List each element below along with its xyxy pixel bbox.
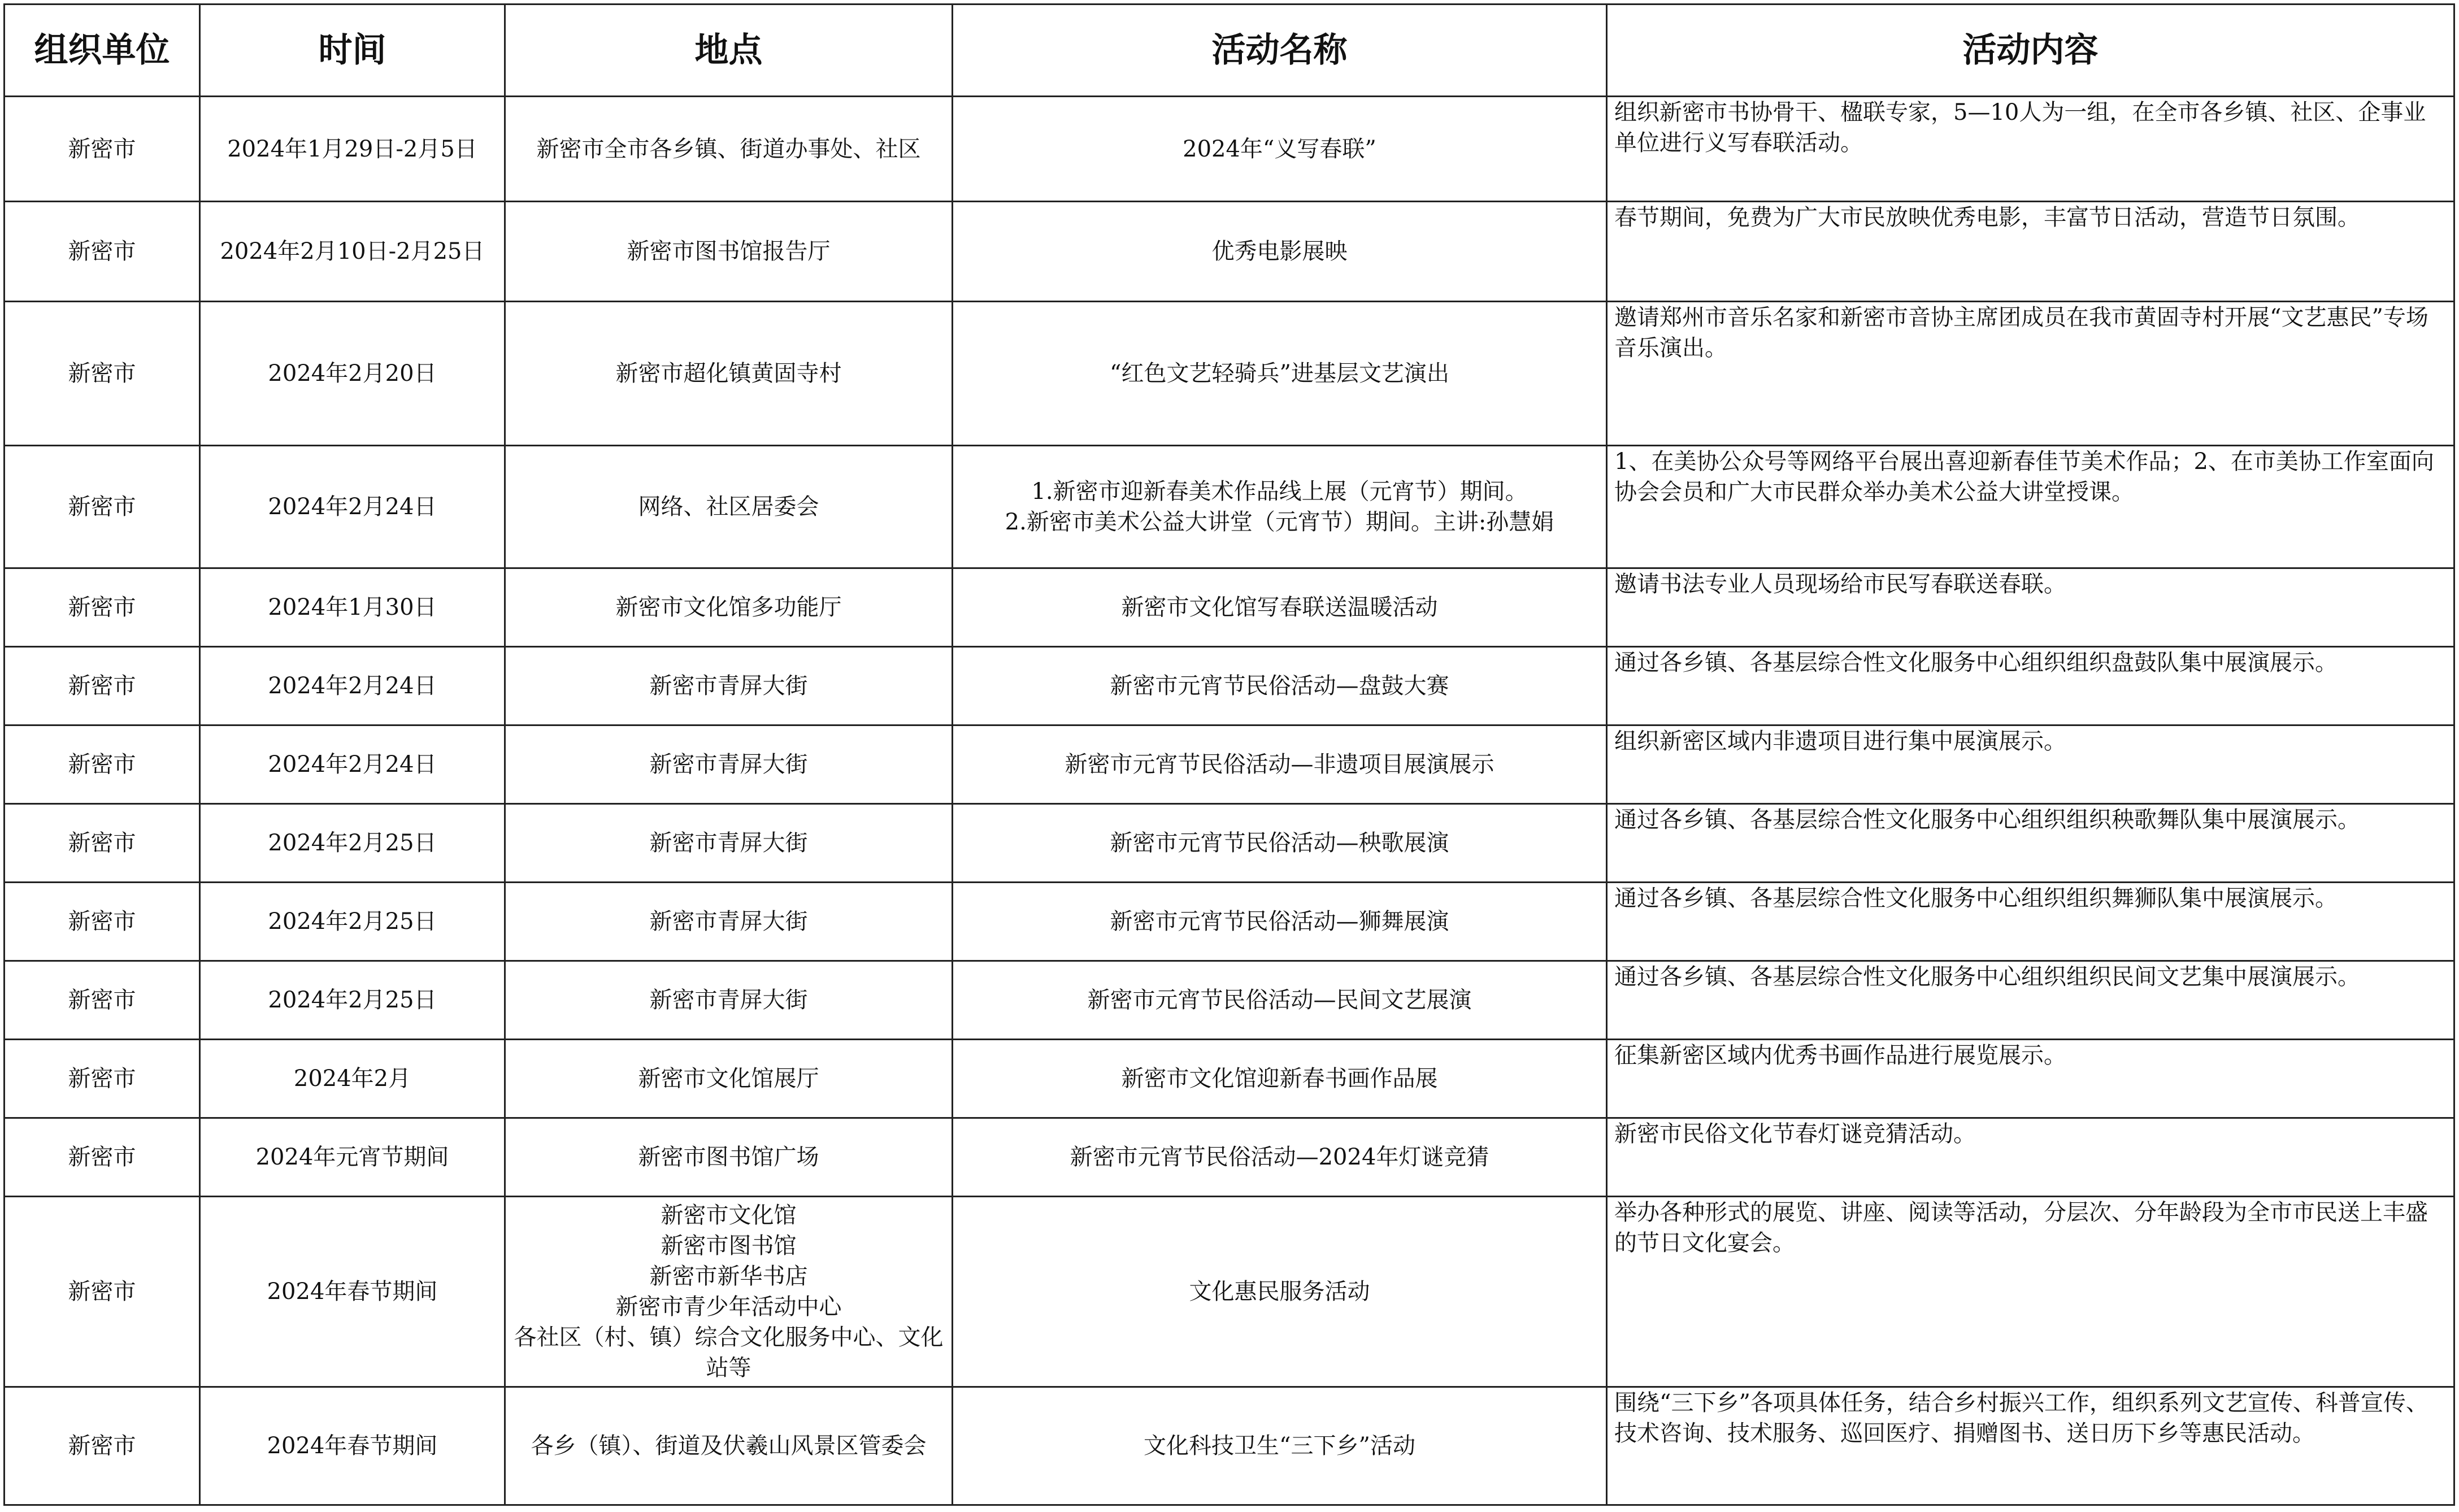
place-cell-line: 新密市文化馆展厅 xyxy=(638,1066,819,1092)
place-cell-line: 各乡（镇）、街道及伏羲山风景区管委会 xyxy=(531,1433,927,1459)
header-activity-name: 活动名称 xyxy=(953,5,1607,97)
activity-name-cell-line: 新密市元宵节民俗活动—秧歌展演 xyxy=(1110,830,1449,856)
activity-name-cell xyxy=(953,647,1607,725)
activity-content-cell: 春节期间，免费为广大市民放映优秀电影，丰富节日活动，营造节日氛围。 xyxy=(1607,202,2454,302)
place-cell-line: 各社区（村、镇）综合文化服务中心、文化站等 xyxy=(514,1324,944,1381)
org-cell: 新密市 xyxy=(5,725,200,804)
time-cell: 2024年2月25日 xyxy=(200,804,505,883)
time-cell: 2024年春节期间 xyxy=(200,1197,505,1387)
activity-name-cell xyxy=(953,804,1607,883)
place-cell-line: 网络、社区居委会 xyxy=(638,494,819,520)
time-cell: 2024年1月30日 xyxy=(200,568,505,647)
place-cell xyxy=(505,1387,953,1505)
org-cell: 新密市 xyxy=(5,302,200,446)
table-row xyxy=(5,647,2454,725)
place-cell-line: 新密市青少年活动中心 xyxy=(615,1294,842,1320)
activity-name-cell xyxy=(953,568,1607,647)
activity-name-cell-line: 新密市文化馆写春联送温暖活动 xyxy=(1121,594,1438,620)
activity-content-cell: 组织新密市书协骨干、楹联专家，5—10人为一组，在全市各乡镇、社区、企事业单位进行义写春联活动。 xyxy=(1607,97,2454,202)
activity-name-cell xyxy=(953,961,1607,1040)
activity-name-cell-line: 新密市元宵节民俗活动—盘鼓大赛 xyxy=(1110,673,1449,699)
place-cell xyxy=(505,302,953,446)
activity-name-cell xyxy=(953,302,1607,446)
activity-name-cell-line: 新密市元宵节民俗活动—非遗项目展演展示 xyxy=(1065,751,1494,777)
table-row xyxy=(5,202,2454,302)
table-row xyxy=(5,302,2454,446)
place-cell xyxy=(505,883,953,961)
time-cell: 2024年元宵节期间 xyxy=(200,1118,505,1197)
header-place: 地点 xyxy=(505,5,953,97)
activity-name-cell-line: 文化惠民服务活动 xyxy=(1189,1279,1370,1305)
activity-name-cell xyxy=(953,446,1607,568)
org-cell: 新密市 xyxy=(5,446,200,568)
time-cell: 2024年2月25日 xyxy=(200,883,505,961)
table-row xyxy=(5,1387,2454,1505)
place-cell-line: 新密市青屏大街 xyxy=(649,987,808,1013)
activity-name-cell-line: 新密市元宵节民俗活动—2024年灯谜竞猜 xyxy=(1070,1144,1489,1170)
place-cell xyxy=(505,725,953,804)
activity-content-cell: 通过各乡镇、各基层综合性文化服务中心组织组织盘鼓队集中展演展示。 xyxy=(1607,647,2454,725)
activity-name-cell xyxy=(953,1118,1607,1197)
org-cell: 新密市 xyxy=(5,97,200,202)
activity-name-cell xyxy=(953,1040,1607,1118)
activity-name-cell xyxy=(953,883,1607,961)
activity-content-cell: 新密市民俗文化节春灯谜竞猜活动。 xyxy=(1607,1118,2454,1197)
org-cell: 新密市 xyxy=(5,1040,200,1118)
place-cell xyxy=(505,1118,953,1197)
org-cell: 新密市 xyxy=(5,804,200,883)
activity-name-cell-line: 优秀电影展映 xyxy=(1211,238,1348,264)
activity-content-cell: 通过各乡镇、各基层综合性文化服务中心组织组织舞狮队集中展演展示。 xyxy=(1607,883,2454,961)
org-cell: 新密市 xyxy=(5,1387,200,1505)
header-time: 时间 xyxy=(200,5,505,97)
activity-name-cell-line: 新密市元宵节民俗活动—狮舞展演 xyxy=(1110,909,1449,935)
time-cell: 2024年2月 xyxy=(200,1040,505,1118)
header-activity-content: 活动内容 xyxy=(1607,5,2454,97)
place-cell xyxy=(505,804,953,883)
place-cell-line: 新密市图书馆 xyxy=(661,1233,797,1259)
place-cell xyxy=(505,97,953,202)
activity-name-cell-line: 2024年“义写春联” xyxy=(1183,136,1376,162)
time-cell: 2024年2月24日 xyxy=(200,446,505,568)
activity-content-cell: 征集新密区域内优秀书画作品进行展览展示。 xyxy=(1607,1040,2454,1118)
table-row xyxy=(5,97,2454,202)
activity-content-cell: 组织新密区域内非遗项目进行集中展演展示。 xyxy=(1607,725,2454,804)
table-row xyxy=(5,725,2454,804)
table-row xyxy=(5,1197,2454,1387)
activity-content-cell: 举办各种形式的展览、讲座、阅读等活动，分层次、分年龄段为全市市民送上丰盛的节日文化宴会。 xyxy=(1607,1197,2454,1387)
activity-content-cell: 邀请郑州市音乐名家和新密市音协主席团成员在我市黄固寺村开展“文艺惠民”专场音乐演出。 xyxy=(1607,302,2454,446)
table-row xyxy=(5,1040,2454,1118)
place-cell xyxy=(505,1040,953,1118)
org-cell: 新密市 xyxy=(5,568,200,647)
header-org: 组织单位 xyxy=(5,5,200,97)
place-cell xyxy=(505,446,953,568)
table-row xyxy=(5,883,2454,961)
activity-name-cell xyxy=(953,1197,1607,1387)
place-cell xyxy=(505,961,953,1040)
place-cell-line: 新密市图书馆报告厅 xyxy=(627,238,831,264)
time-cell: 2024年春节期间 xyxy=(200,1387,505,1505)
org-cell: 新密市 xyxy=(5,883,200,961)
time-cell: 2024年2月10日-2月25日 xyxy=(200,202,505,302)
org-cell: 新密市 xyxy=(5,647,200,725)
table-row xyxy=(5,446,2454,568)
table-row xyxy=(5,568,2454,647)
activity-name-cell-line: 2.新密市美术公益大讲堂（元宵节）期间。主讲:孙慧娟 xyxy=(1005,509,1554,535)
place-cell-line: 新密市青屏大街 xyxy=(649,751,808,777)
activity-name-cell xyxy=(953,725,1607,804)
org-cell: 新密市 xyxy=(5,202,200,302)
place-cell-line: 新密市超化镇黄固寺村 xyxy=(615,360,842,386)
activity-table xyxy=(3,3,2455,1506)
activity-name-cell-line: 新密市元宵节民俗活动—民间文艺展演 xyxy=(1087,987,1472,1013)
table-row xyxy=(5,961,2454,1040)
activity-name-cell-line: 新密市文化馆迎新春书画作品展 xyxy=(1121,1066,1438,1092)
time-cell: 2024年2月25日 xyxy=(200,961,505,1040)
org-cell: 新密市 xyxy=(5,1197,200,1387)
activity-name-cell-line: 文化科技卫生“三下乡”活动 xyxy=(1144,1433,1415,1459)
time-cell: 2024年2月24日 xyxy=(200,725,505,804)
place-cell xyxy=(505,1197,953,1387)
activity-content-cell: 1、在美协公众号等网络平台展出喜迎新春佳节美术作品；2、在市美协工作室面向协会会员和广大市民群众举办美术公益大讲堂授课。 xyxy=(1607,446,2454,568)
place-cell-line: 新密市全市各乡镇、街道办事处、社区 xyxy=(536,136,921,162)
place-cell xyxy=(505,568,953,647)
activity-name-cell xyxy=(953,1387,1607,1505)
place-cell-line: 新密市文化馆多功能厅 xyxy=(615,594,842,620)
place-cell xyxy=(505,647,953,725)
place-cell-line: 新密市文化馆 xyxy=(661,1202,797,1228)
time-cell: 2024年1月29日-2月5日 xyxy=(200,97,505,202)
activity-content-cell: 通过各乡镇、各基层综合性文化服务中心组织组织民间文艺集中展演展示。 xyxy=(1607,961,2454,1040)
activity-name-cell xyxy=(953,97,1607,202)
place-cell-line: 新密市图书馆广场 xyxy=(638,1144,819,1170)
org-cell: 新密市 xyxy=(5,1118,200,1197)
table-row xyxy=(5,1118,2454,1197)
place-cell-line: 新密市青屏大街 xyxy=(649,909,808,935)
activity-content-cell: 通过各乡镇、各基层综合性文化服务中心组织组织秧歌舞队集中展演展示。 xyxy=(1607,804,2454,883)
activity-content-cell: 围绕“三下乡”各项具体任务，结合乡村振兴工作，组织系列文艺宣传、科普宣传、技术咨询、技术服务、巡回医疗、捐赠图书、送日历下乡等惠民活动。 xyxy=(1607,1387,2454,1505)
place-cell xyxy=(505,202,953,302)
time-cell: 2024年2月20日 xyxy=(200,302,505,446)
org-cell: 新密市 xyxy=(5,961,200,1040)
activity-name-cell-line: “红色文艺轻骑兵”进基层文艺演出 xyxy=(1110,360,1449,386)
time-cell: 2024年2月24日 xyxy=(200,647,505,725)
activity-name-cell-line: 1.新密市迎新春美术作品线上展（元宵节）期间。 xyxy=(1031,479,1528,505)
place-cell-line: 新密市新华书店 xyxy=(649,1263,808,1289)
place-cell-line: 新密市青屏大街 xyxy=(649,830,808,856)
header-row xyxy=(5,5,2454,97)
place-cell-line: 新密市青屏大街 xyxy=(649,673,808,699)
activity-content-cell: 邀请书法专业人员现场给市民写春联送春联。 xyxy=(1607,568,2454,647)
table-row xyxy=(5,804,2454,883)
activity-name-cell xyxy=(953,202,1607,302)
